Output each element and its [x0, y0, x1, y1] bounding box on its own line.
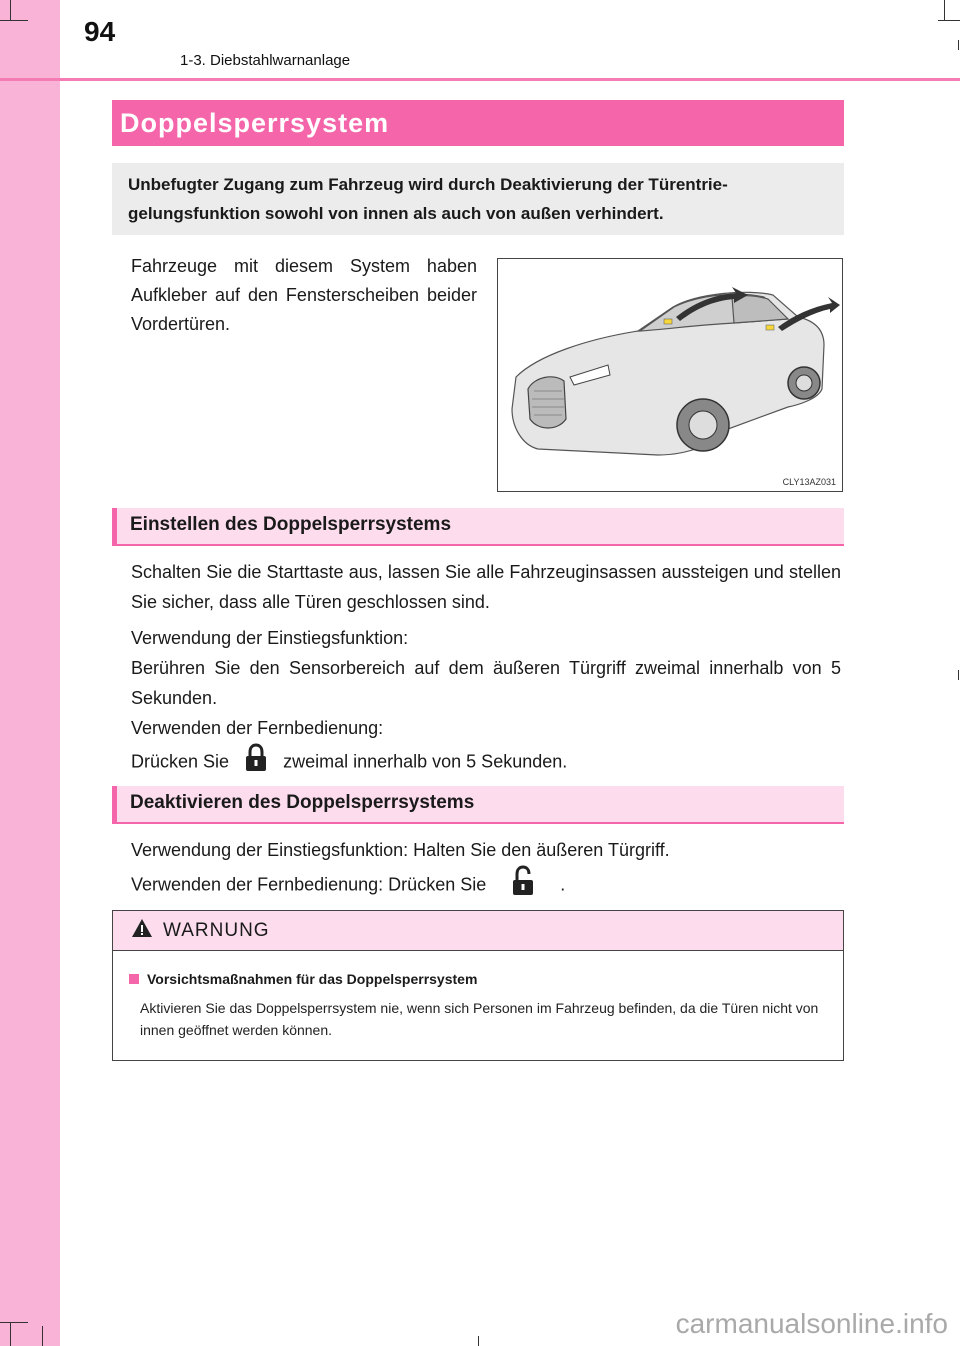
crop-mark [958, 670, 959, 680]
set-entry-label: Verwendung der Einstiegsfunktion: [131, 628, 409, 648]
square-bullet-icon [129, 974, 139, 984]
warning-box [112, 910, 844, 1061]
car-drawing [498, 259, 842, 491]
intro-text: Fahrzeuge mit diesem System haben Aufkleber auf den Fensterscheiben beider Vordertüren. [131, 256, 477, 334]
section-summary: Unbefugter Zugang zum Fahrzeug wird durch Deaktivierung der Türentrie-gelungsfunktion sowohl von innen als auch von außen verhindert. [112, 163, 844, 235]
warning-text: Aktivieren Sie das Doppelsperrsystem nie, wenn sich Personen im Fahrzeug befinden, da die Türen nicht von innen geöffnet werden können. [140, 1000, 819, 1038]
car-illustration [497, 258, 843, 492]
warning-triangle-icon [131, 918, 153, 943]
crop-mark [0, 1322, 28, 1323]
crop-mark [0, 20, 28, 21]
header-rule [0, 78, 960, 81]
subheading-set: Einstellen des Doppelsperrsystems [112, 508, 844, 546]
side-margin-band [0, 0, 60, 1346]
unset-remote-post: . [560, 874, 566, 895]
warning-item-title-text: Vorsichtsmaßnahmen für das Doppelsperrsystem [147, 971, 478, 987]
set-remote-pre: Drücken Sie [131, 751, 230, 772]
set-entry-instructions: Berühren Sie den Sensorbereich auf dem äußeren Türgriff zweimal innerhalb von 5 Sekunden. [131, 658, 841, 708]
warning-header [113, 911, 843, 951]
unlock-icon [509, 865, 537, 906]
set-remote-post: zweimal innerhalb von 5 Sekunden. [283, 751, 568, 772]
running-head: 1-3. Diebstahlwarnanlage [180, 52, 351, 69]
unset-remote-pre: Verwenden der Fernbedienung: Drücken Sie [131, 874, 487, 895]
lock-icon [242, 743, 270, 782]
unset-entry-text: Verwendung der Einstiegsfunktion: Halten Sie den äußeren Türgriff. [131, 840, 670, 860]
crop-mark [10, 1322, 11, 1346]
set-step-text: Schalten Sie die Starttaste aus, lassen Sie alle Fahrzeuginsassen aussteigen und stellen Sie sicher, dass alle Türen geschlossen sind. [131, 562, 841, 612]
warning-title: WARNUNG [163, 919, 270, 941]
warning-item-title [129, 971, 477, 987]
set-remote-label: Verwenden der Fernbedienung: [131, 718, 384, 738]
crop-mark [42, 1326, 43, 1346]
watermark: carmanualsonline.info [675, 1308, 948, 1339]
crop-mark [938, 20, 960, 21]
crop-mark [958, 40, 959, 50]
set-remote-instructions [131, 743, 841, 782]
section-title: Doppelsperrsystem [112, 100, 844, 146]
crop-mark [944, 0, 945, 20]
subheading-unset: Deaktivieren des Doppelsperrsystems [112, 786, 844, 824]
crop-mark [10, 0, 11, 20]
figure-code: CLY13AZ031 [782, 477, 836, 487]
crop-mark [478, 1336, 479, 1346]
page-number: 94 [84, 16, 116, 47]
unset-remote-text [131, 865, 841, 906]
